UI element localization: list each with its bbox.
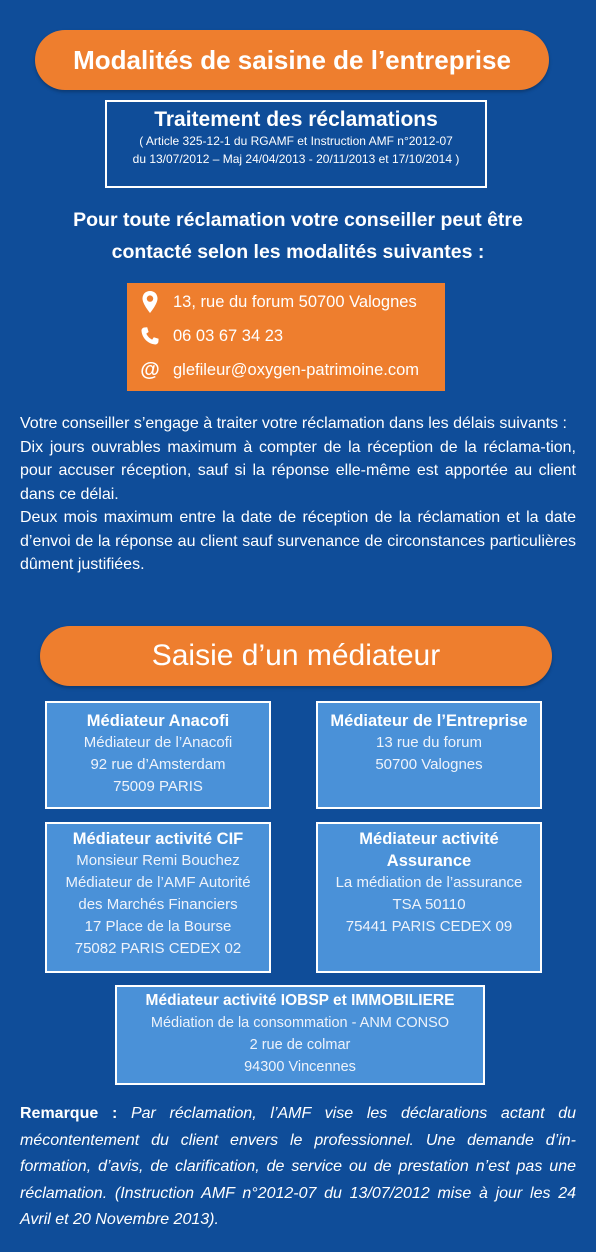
- mediator-assurance-line: 75441 PARIS CEDEX 09: [345, 918, 513, 935]
- mediator-anacofi-box: [45, 701, 271, 809]
- mediator-assurance-title: Médiateur activité: [359, 830, 499, 848]
- mediator-entreprise-box: [316, 701, 542, 809]
- remark-label: Remarque :: [20, 1105, 118, 1122]
- commitment-paragraph-2: Dix jours ouvrables maximum à compter de la réception de la réclama-tion, pour accuser réception, sauf si la réponse elle-même est apportée au client dans ce délai.: [20, 438, 576, 503]
- section-title-mediateur-text: Saisie d’un médiateur: [151, 639, 441, 672]
- at-sign-icon: @: [140, 358, 160, 381]
- mediator-cif-line: des Marchés Financiers: [78, 896, 238, 913]
- mediator-anacofi-title: Médiateur Anacofi: [86, 712, 230, 730]
- treatment-reference-line-2: du 13/07/2012 – Maj 24/04/2013 - 20/11/2013 et 17/10/2014 ): [132, 152, 460, 166]
- intro-line-1: Pour toute réclamation votre conseiller peut être: [73, 209, 523, 231]
- mediator-cif-line: 75082 PARIS CEDEX 02: [74, 940, 242, 957]
- mediator-assurance-line: TSA 50110: [392, 896, 466, 913]
- commitment-paragraph-1: Votre conseiller s’engage à traiter votre réclamation dans les délais suivants :: [20, 415, 567, 432]
- contact-phone-row: [127, 320, 445, 352]
- mediator-entreprise-line: 50700 Valognes: [375, 756, 483, 773]
- remark-paragraph: [20, 1101, 576, 1234]
- mediator-iobsp-title: Médiateur activité IOBSP et IMMOBILIERE: [145, 992, 455, 1009]
- contact-address: 13, rue du forum 50700 Valognes: [173, 292, 417, 311]
- commitment-text: [20, 412, 576, 577]
- phone-icon: [127, 326, 173, 346]
- contact-email[interactable]: glefileur@oxygen-patrimoine.com: [173, 360, 420, 379]
- section-title-saisine-text: Modalités de saisine de l’entreprise: [73, 44, 511, 75]
- contact-phone[interactable]: 06 03 67 34 23: [173, 326, 284, 345]
- mediator-assurance-title: Assurance: [386, 852, 472, 870]
- mediator-anacofi-line: 92 rue d’Amsterdam: [90, 756, 226, 773]
- mediator-assurance-box: [316, 822, 542, 973]
- mediator-anacofi-line: Médiateur de l’Anacofi: [83, 734, 233, 751]
- mediator-anacofi-line: 75009 PARIS: [113, 778, 203, 795]
- section-title-mediateur: [40, 626, 552, 686]
- contact-box: [127, 283, 445, 391]
- treatment-title: Traitement des réclamations: [154, 108, 438, 131]
- mediator-cif-box: [45, 822, 271, 973]
- mediator-cif-line: Monsieur Remi Bouchez: [76, 852, 240, 869]
- mediator-iobsp-line: 94300 Vincennes: [244, 1059, 356, 1075]
- mediator-cif-line: 17 Place de la Bourse: [84, 918, 232, 935]
- intro-line-2: contacté selon les modalités suivantes :: [111, 241, 485, 263]
- contact-address-row: [127, 286, 445, 318]
- commitment-paragraph-3: Deux mois maximum entre la date de réception de la réclamation et la date d’envoi de la réponse au client sauf survenance de circonstances particulières dûment justifiées.: [20, 509, 576, 573]
- mediator-iobsp-box: [115, 985, 485, 1085]
- contact-email-row: [127, 354, 445, 386]
- mediator-assurance-line: La médiation de l’assurance: [335, 874, 523, 891]
- treatment-reference-line-1: ( Article 325-12-1 du RGAMF et Instruction AMF n°2012-07: [139, 134, 453, 148]
- location-pin-icon: [127, 290, 173, 314]
- remark-text: Par réclamation, l’AMF vise les déclarations actant du mécontentement du client envers le professionnel. Une demande d’in-formation, d’avis, de clarification, de service ou de prestation n’est pas une réclamation. (Instruction AMF n°2012-07 du 13/07/2012 mise à jour les 24 Avril et 20 Novembre 2013).: [20, 1105, 577, 1228]
- mediator-cif-line: Médiateur de l’AMF Autorité: [65, 874, 251, 891]
- mediator-entreprise-line: 13 rue du forum: [376, 734, 482, 751]
- intro-text: [20, 204, 576, 268]
- treatment-box: [105, 100, 487, 188]
- mediator-iobsp-line: Médiation de la consommation - ANM CONSO: [150, 1015, 450, 1031]
- mediator-entreprise-title: Médiateur de l’Entreprise: [330, 712, 528, 730]
- section-title-saisine: [35, 30, 549, 90]
- mediator-iobsp-line: 2 rue de colmar: [249, 1037, 351, 1053]
- mediator-cif-title: Médiateur activité CIF: [72, 830, 244, 848]
